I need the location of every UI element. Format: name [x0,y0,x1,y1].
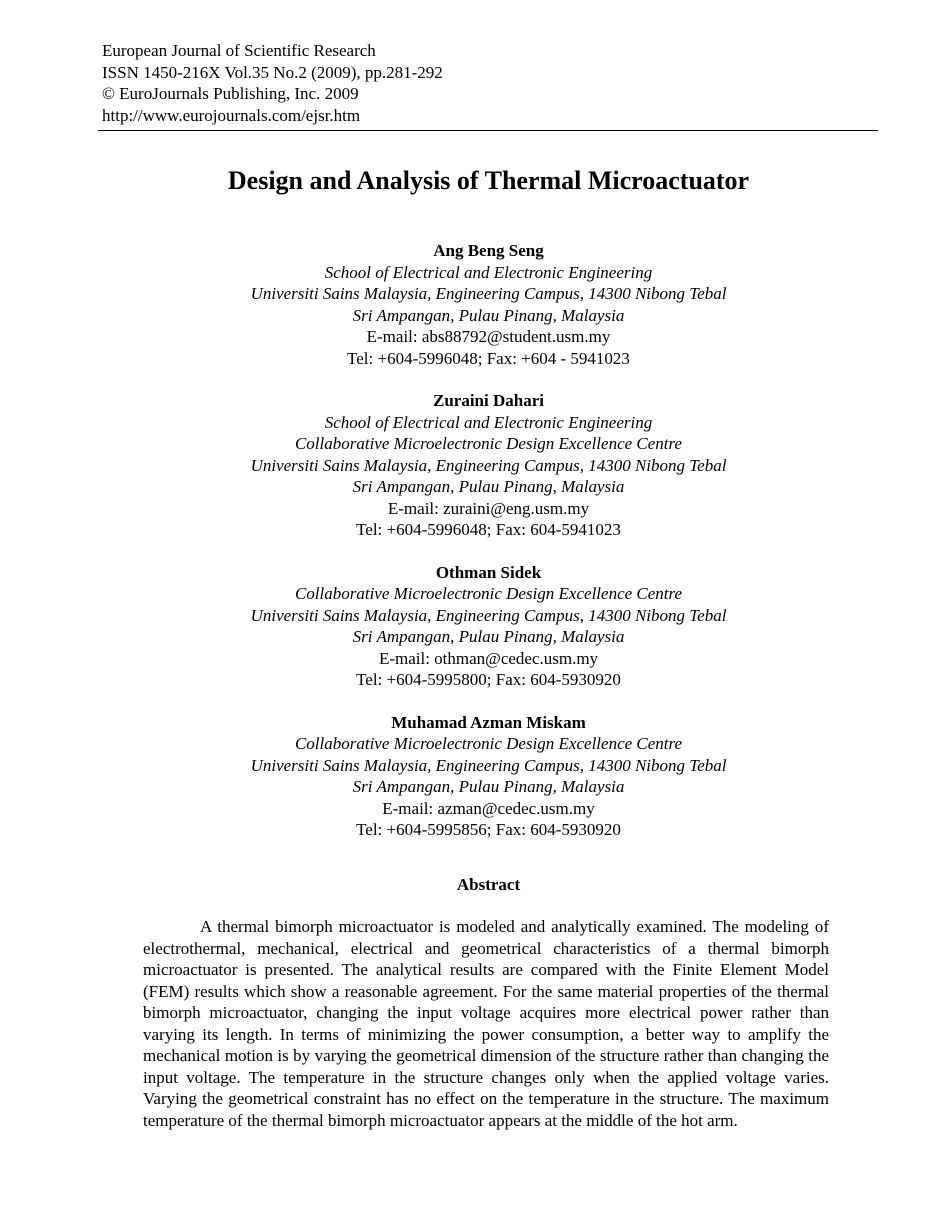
author-email: E-mail: othman@cedec.usm.my [378,648,599,668]
author-email: E-mail: zuraini@eng.usm.my [387,498,590,518]
author-affiliation: Sri Ampangan, Pulau Pinang, Malaysia [352,627,625,646]
author-affiliation: Universiti Sains Malaysia, Engineering Campus, 14300 Nibong Tebal [250,605,727,625]
journal-url[interactable]: http://www.eurojournals.com/ejsr.htm [102,105,361,125]
author-name: Ang Beng Seng [433,241,544,260]
author-affiliation: Universiti Sains Malaysia, Engineering Campus, 14300 Nibong Tebal [250,455,727,475]
author-affiliation: Sri Ampangan, Pulau Pinang, Malaysia [352,477,625,496]
author-phone: Tel: +604-5995856; Fax: 604-5930920 [356,820,621,839]
author-affiliation: School of Electrical and Electronic Engineering [324,412,653,432]
journal-issn: ISSN 1450-216X Vol.35 No.2 (2009), pp.281-292 [102,62,443,82]
journal-copyright: © EuroJournals Publishing, Inc. 2009 [102,84,359,103]
author-phone: Tel: +604-5996048; Fax: +604 - 5941023 [347,348,630,368]
author-name: Muhamad Azman Miskam [391,712,586,732]
author-phone: Tel: +604-5995800; Fax: 604-5930920 [356,670,621,689]
header-divider [98,130,878,131]
author-block [0,240,952,369]
journal-header [102,40,443,126]
author-affiliation: Universiti Sains Malaysia, Engineering Campus, 14300 Nibong Tebal [250,284,727,303]
author-block [0,390,952,541]
author-name: Othman Sidek [435,562,542,582]
author-block [0,562,952,691]
author-affiliation: Collaborative Microelectronic Design Excellence Centre [294,734,683,753]
author-affiliation: Universiti Sains Malaysia, Engineering Campus, 14300 Nibong Tebal [250,755,727,775]
author-affiliation: Sri Ampangan, Pulau Pinang, Malaysia [352,777,625,796]
journal-name: European Journal of Scientific Research [102,41,376,60]
abstract-heading: Abstract [456,875,521,894]
paper-title: Design and Analysis of Thermal Microactuator [227,166,750,195]
author-affiliation: School of Electrical and Electronic Engineering [324,262,653,282]
author-phone: Tel: +604-5996048; Fax: 604-5941023 [356,520,621,539]
author-affiliation: Collaborative Microelectronic Design Excellence Centre [294,434,683,453]
abstract-text: A thermal bimorph microactuator is modeled and analytically examined. The modeling of electrothermal, mechanical, electrical and geometrical characteristics of a thermal bimorph microactuator is presented. The analytical results are compared with the Finite Element Model (FEM) results which show a reasonable agreement. For the same material properties of the thermal bimorph microactuator, changing the input voltage acquires more electrical power rather than varying its length. In terms of minimizing the power consumption, a better way to amplify the mechanical motion is by varying the geometrical dimension of the structure rather than changing the input voltage. The temperature in the structure changes only when the applied voltage varies. Varying the geometrical constraint has no effect on the temperature in the structure. The maximum temperature of the thermal bimorph microactuator appears at the middle of the hot arm. [143,917,829,1130]
author-list [0,240,952,862]
author-affiliation: Collaborative Microelectronic Design Excellence Centre [294,584,683,603]
author-email: E-mail: azman@cedec.usm.my [382,798,595,818]
author-email: E-mail: abs88792@student.usm.my [366,327,611,346]
author-name: Zuraini Dahari [433,391,544,410]
author-affiliation: Sri Ampangan, Pulau Pinang, Malaysia [352,305,625,325]
author-block [0,712,952,841]
